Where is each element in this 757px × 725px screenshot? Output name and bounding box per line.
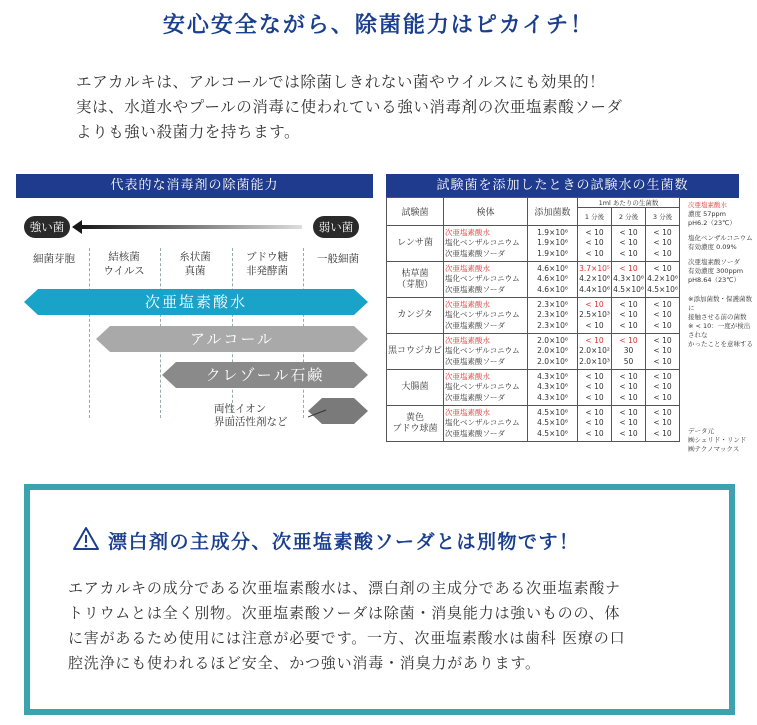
test-results-table <box>386 197 680 442</box>
cell-t1: < 10 2.0×10² 2.0×10³ <box>578 334 612 370</box>
col-2min: 2 分後 <box>612 208 646 226</box>
note-line: pH8.64（23℃） <box>688 276 741 284</box>
category-general: 一般細菌 <box>317 253 359 265</box>
cell-amount: 2.3×10⁶ 2.3×10⁶ 2.3×10⁶ <box>528 298 578 334</box>
left-panel-title: 代表的な消毒剤の除菌能力 <box>16 174 373 198</box>
bacteria-name: 黒コウジカビ <box>387 334 444 370</box>
note-line: 次亜塩素酸水 <box>688 201 727 209</box>
cell-t3: < 10 < 10 < 10 <box>646 334 680 370</box>
category-tuberculosis: 結核菌 ウイルス <box>103 251 145 277</box>
cell-t1: 3.7×10⁵ 4.2×10⁶ 4.4×10⁶ <box>578 262 612 298</box>
note-line: ㈱テクノマックス <box>688 445 740 453</box>
col-amount: 添加菌数 <box>528 198 578 226</box>
warning-box <box>24 484 735 715</box>
cell-t1: < 10 < 10 < 10 <box>578 406 612 442</box>
bacteria-name: 枯草菌 （芽胞） <box>387 262 444 298</box>
col-3min: 3 分後 <box>646 208 680 226</box>
cell-amount: 2.0×10⁶ 2.0×10⁶ 2.0×10⁶ <box>528 334 578 370</box>
intro-line-1: エアカルキは、アルコールでは除菌しきれない菌やウイルスにも効果的！ <box>76 73 606 91</box>
cell-samples: 次亜塩素酸水 塩化ベンザルコニウム 次亜塩素酸ソーダ <box>444 334 528 370</box>
bar-alcohol: アルコール <box>189 330 275 348</box>
cell-t3: < 10 < 10 < 10 <box>646 406 680 442</box>
bacteria-name: 大腸菌 <box>387 370 444 406</box>
cell-t2: < 10 < 10 < 10 <box>612 406 646 442</box>
cell-t3: < 10 < 10 < 10 <box>646 226 680 262</box>
note-line: データ元 <box>688 427 714 435</box>
cell-amount: 1.9×10⁶ 1.9×10⁶ 1.9×10⁶ <box>528 226 578 262</box>
note-line: かったことを意味する <box>688 340 753 348</box>
strong-bacteria-label: 強い菌 <box>24 216 70 238</box>
intro-line-3: よりも強い殺菌力を持ちます。 <box>76 123 301 141</box>
cell-t1: < 10 < 10 < 10 <box>578 226 612 262</box>
cell-samples: 次亜塩素酸水 塩化ベンザルコニウム 次亜塩素酸ソーダ <box>444 370 528 406</box>
cell-samples: 次亜塩素酸水 塩化ベンザルコニウム 次亜塩素酸ソーダ <box>444 298 528 334</box>
note-line: ※ < 10：一度が検出されな <box>688 322 751 339</box>
surfactant-label: 両性イオン 界面活性剤など <box>214 403 288 428</box>
col-count: 1ml あたりの生菌数 <box>578 198 680 208</box>
weak-bacteria-label: 弱い菌 <box>313 216 359 238</box>
note-line: 塩化ベンザルコニウム <box>688 234 753 242</box>
cell-t2: < 10 < 10 < 10 <box>612 370 646 406</box>
cell-amount: 4.3×10⁶ 4.3×10⁶ 4.3×10⁶ <box>528 370 578 406</box>
strength-arrow <box>72 218 312 236</box>
table-notes <box>688 201 756 454</box>
intro-line-2: 実は、水道水やプールの消毒に使われている強い消毒剤の次亜塩素酸ソーダ <box>76 98 623 116</box>
col-sample: 検体 <box>444 198 528 226</box>
bacteria-name: レンサ菌 <box>387 226 444 262</box>
table-row <box>387 298 680 334</box>
bar-cresol: クレゾール石鹸 <box>205 366 325 384</box>
note-line: 接触させる前の菌数 <box>688 313 747 321</box>
cell-t3: < 10 4.2×10⁶ 4.5×10⁶ <box>646 262 680 298</box>
warning-body-2: トリウムとは全く別物。次亜塩素酸ソーダは除菌・消臭能力は強いものの、体 <box>68 604 621 622</box>
bacteria-name: 黄色 ブドウ球菌 <box>387 406 444 442</box>
table-row <box>387 226 680 262</box>
page-title: 安心安全ながら、除菌能力はピカイチ！ <box>162 13 595 38</box>
note-line: 濃度 57ppm <box>688 210 726 218</box>
cell-samples: 次亜塩素酸水 塩化ベンザルコニウム 次亜塩素酸ソーダ <box>444 406 528 442</box>
col-bacteria: 試験菌 <box>387 198 444 226</box>
note-line: pH6.2（23℃） <box>688 219 736 227</box>
warning-body-1: エアカルキの成分である次亜塩素酸水は、漂白剤の主成分である次亜塩素酸ナ <box>68 579 621 597</box>
warning-body-3: に害があるため使用には注意が必要です。一方、次亜塩素酸水は歯科 医療の口 <box>68 629 626 647</box>
cell-samples: 次亜塩素酸水 塩化ベンザルコニウム 次亜塩素酸ソーダ <box>444 262 528 298</box>
table-row <box>387 262 680 298</box>
category-nonfermenting: ブドウ糖 非発酵菌 <box>246 251 288 277</box>
cell-t1: < 10 2.5×10³ < 10 <box>578 298 612 334</box>
cell-amount: 4.5×10⁶ 4.5×10⁶ 4.5×10⁶ <box>528 406 578 442</box>
cell-samples: 次亜塩素酸水 塩化ベンザルコニウム 次亜塩素酸ソーダ <box>444 226 528 262</box>
cell-t2: < 10 < 10 < 10 <box>612 226 646 262</box>
table-row <box>387 334 680 370</box>
table-row <box>387 370 680 406</box>
warning-icon <box>72 526 100 551</box>
cell-amount: 4.6×10⁶ 4.6×10⁶ 4.6×10⁶ <box>528 262 578 298</box>
cell-t2: < 10 4.3×10⁶ 4.5×10⁶ <box>612 262 646 298</box>
note-line: ㈱シェリド・リンド <box>688 436 747 444</box>
category-fungi: 糸状菌 真菌 <box>179 251 211 277</box>
cell-t3: < 10 < 10 < 10 <box>646 370 680 406</box>
cell-t2: < 10 30 50 <box>612 334 646 370</box>
right-panel-title: 試験菌を添加したときの試験水の生菌数 <box>386 174 739 198</box>
warning-title: 漂白剤の主成分、次亜塩素酸ソーダとは別物です！ <box>108 531 580 553</box>
category-spores: 細菌芽胞 <box>33 253 75 265</box>
cell-t3: < 10 < 10 < 10 <box>646 298 680 334</box>
bar-hypochlorous: 次亜塩素酸水 <box>144 293 247 311</box>
note-line: 有効濃度 300ppm <box>688 267 744 275</box>
note-line: 次亜塩素酸ソーダ <box>688 258 740 266</box>
note-line: 有効濃度 0.09% <box>688 243 737 251</box>
table-row <box>387 406 680 442</box>
warning-body-4: 腔洗浄にも使われるほど安全、かつ強い消毒・消臭力があります。 <box>68 654 541 672</box>
col-1min: 1 分後 <box>578 208 612 226</box>
cell-t2: < 10 < 10 < 10 <box>612 298 646 334</box>
cell-t1: < 10 < 10 < 10 <box>578 370 612 406</box>
note-line: ※添加菌数・保護菌数に <box>688 295 752 312</box>
bacteria-name: カンジタ <box>387 298 444 334</box>
bar-surfactant-shape <box>308 398 368 424</box>
